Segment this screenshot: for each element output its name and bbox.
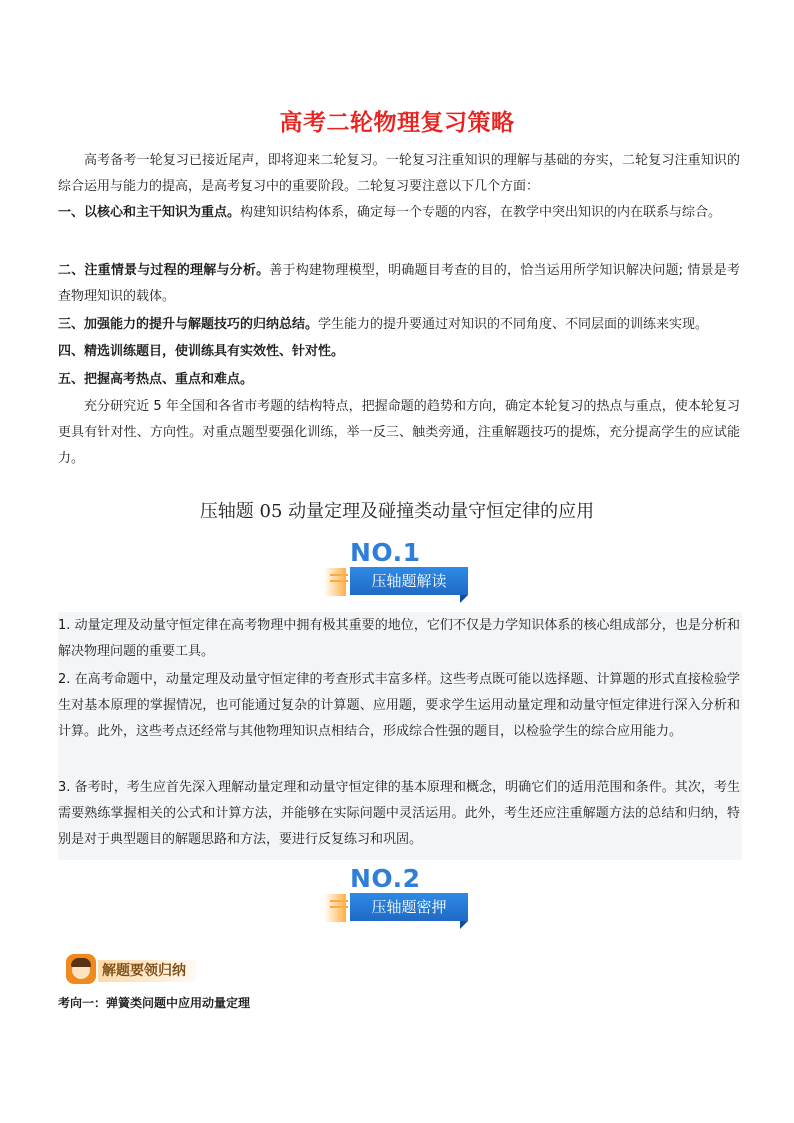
banner-label: 压轴题密押 xyxy=(350,893,468,921)
intro-item-3-text: 学生能力的提升要通过对知识的不同角度、不同层面的训练来实现。 xyxy=(318,317,709,332)
reading-paragraph-1: 1. 动量定理及动量守恒定律在高考物理中拥有极其重要的地位，它们不仅是力学知识体系的核心组成部分，也是分析和解决物理问题的重要工具。 xyxy=(58,618,740,659)
page-title: 高考二轮物理复习策略 xyxy=(279,110,515,136)
kaoxiang-heading: 考向一：弹簧类问题中应用动量定理 xyxy=(58,996,251,1010)
intro-item-2 xyxy=(58,258,740,310)
reading-paragraph-2: 2. 在高考命题中，动量定理及动量守恒定律的考查形式丰富多样。这些考点既可能以选择题、计算题的形式直接检验学生对基本原理的掌握情况，也可能通过复杂的计算题、应用题，要求学生运用动量定理和动量守恒定律进行深入分析和计算。此外，这些考点还经常与其他物理知识点相结合，形成综合性强的题目，以检验学生的综合应用能力。 xyxy=(58,672,740,739)
intro-item-3 xyxy=(58,312,740,338)
intro-item-5: 五、把握高考热点、重点和难点。 xyxy=(58,372,254,387)
intro-item-1-text: 构建知识结构体系，确定每一个专题的内容，在教学中突出知识的内在联系与综合。 xyxy=(240,205,722,220)
banner-label: 压轴题解读 xyxy=(350,567,468,595)
banner-number: NO.2 xyxy=(350,864,421,893)
topic-subtitle: 压轴题 05 动量定理及碰撞类动量守恒定律的应用 xyxy=(199,501,595,522)
teacher-avatar-icon xyxy=(66,954,96,984)
intro-paragraph-1: 高考备考一轮复习已接近尾声，即将迎来二轮复习。一轮复习注重知识的理解与基础的夯实，二轮复习注重知识的综合运用与能力的提高，是高考复习中的重要阶段。二轮复习要注意以下几个方面： xyxy=(58,153,740,194)
intro-item-2-text: 善于构建物理模型，明确题目考查的目的，恰当运用所学知识解决问题; 情景是考查物理知识的载体。 xyxy=(58,263,740,304)
intro-item-3-heading: 三、加强能力的提升与解题技巧的归纳总结。 xyxy=(58,317,319,332)
avatar-hair xyxy=(71,958,91,967)
intro-item-1-heading: 一、以核心和主干知识为重点。 xyxy=(58,205,241,220)
banner-no1 xyxy=(322,538,472,606)
intro-item-4: 四、精选训练题目，使训练具有实效性、针对性。 xyxy=(58,344,345,359)
intro-item-2-heading: 二、注重情景与过程的理解与分析。 xyxy=(58,263,270,278)
banner-orange-accent xyxy=(324,894,346,922)
intro-item-1 xyxy=(58,200,740,226)
banner-no2 xyxy=(322,864,472,932)
banner-orange-accent xyxy=(324,568,346,596)
section-heading xyxy=(66,954,226,986)
intro-paragraph-2: 充分研究近 5 年全国和各省市考题的结构特点，把握命题的趋势和方向，确定本轮复习的热点与重点，使本轮复习更具有针对性、方向性。对重点题型要强化训练，举一反三、触类旁通，注重解题技巧的提炼，充分提高学生的应试能力。 xyxy=(58,399,740,466)
section-heading-label: 解题要领归纳 xyxy=(98,960,196,982)
reading-paragraph-3: 3. 备考时，考生应首先深入理解动量定理和动量守恒定律的基本原理和概念，明确它们的适用范围和条件。其次，考生需要熟练掌握相关的公式和计算方法，并能够在实际问题中灵活运用。此外，考生还应注重解题方法的总结和归纳，特别是对于典型题目的解题思路和方法，要进行反复练习和巩固。 xyxy=(58,780,740,847)
banner-number: NO.1 xyxy=(350,538,421,567)
